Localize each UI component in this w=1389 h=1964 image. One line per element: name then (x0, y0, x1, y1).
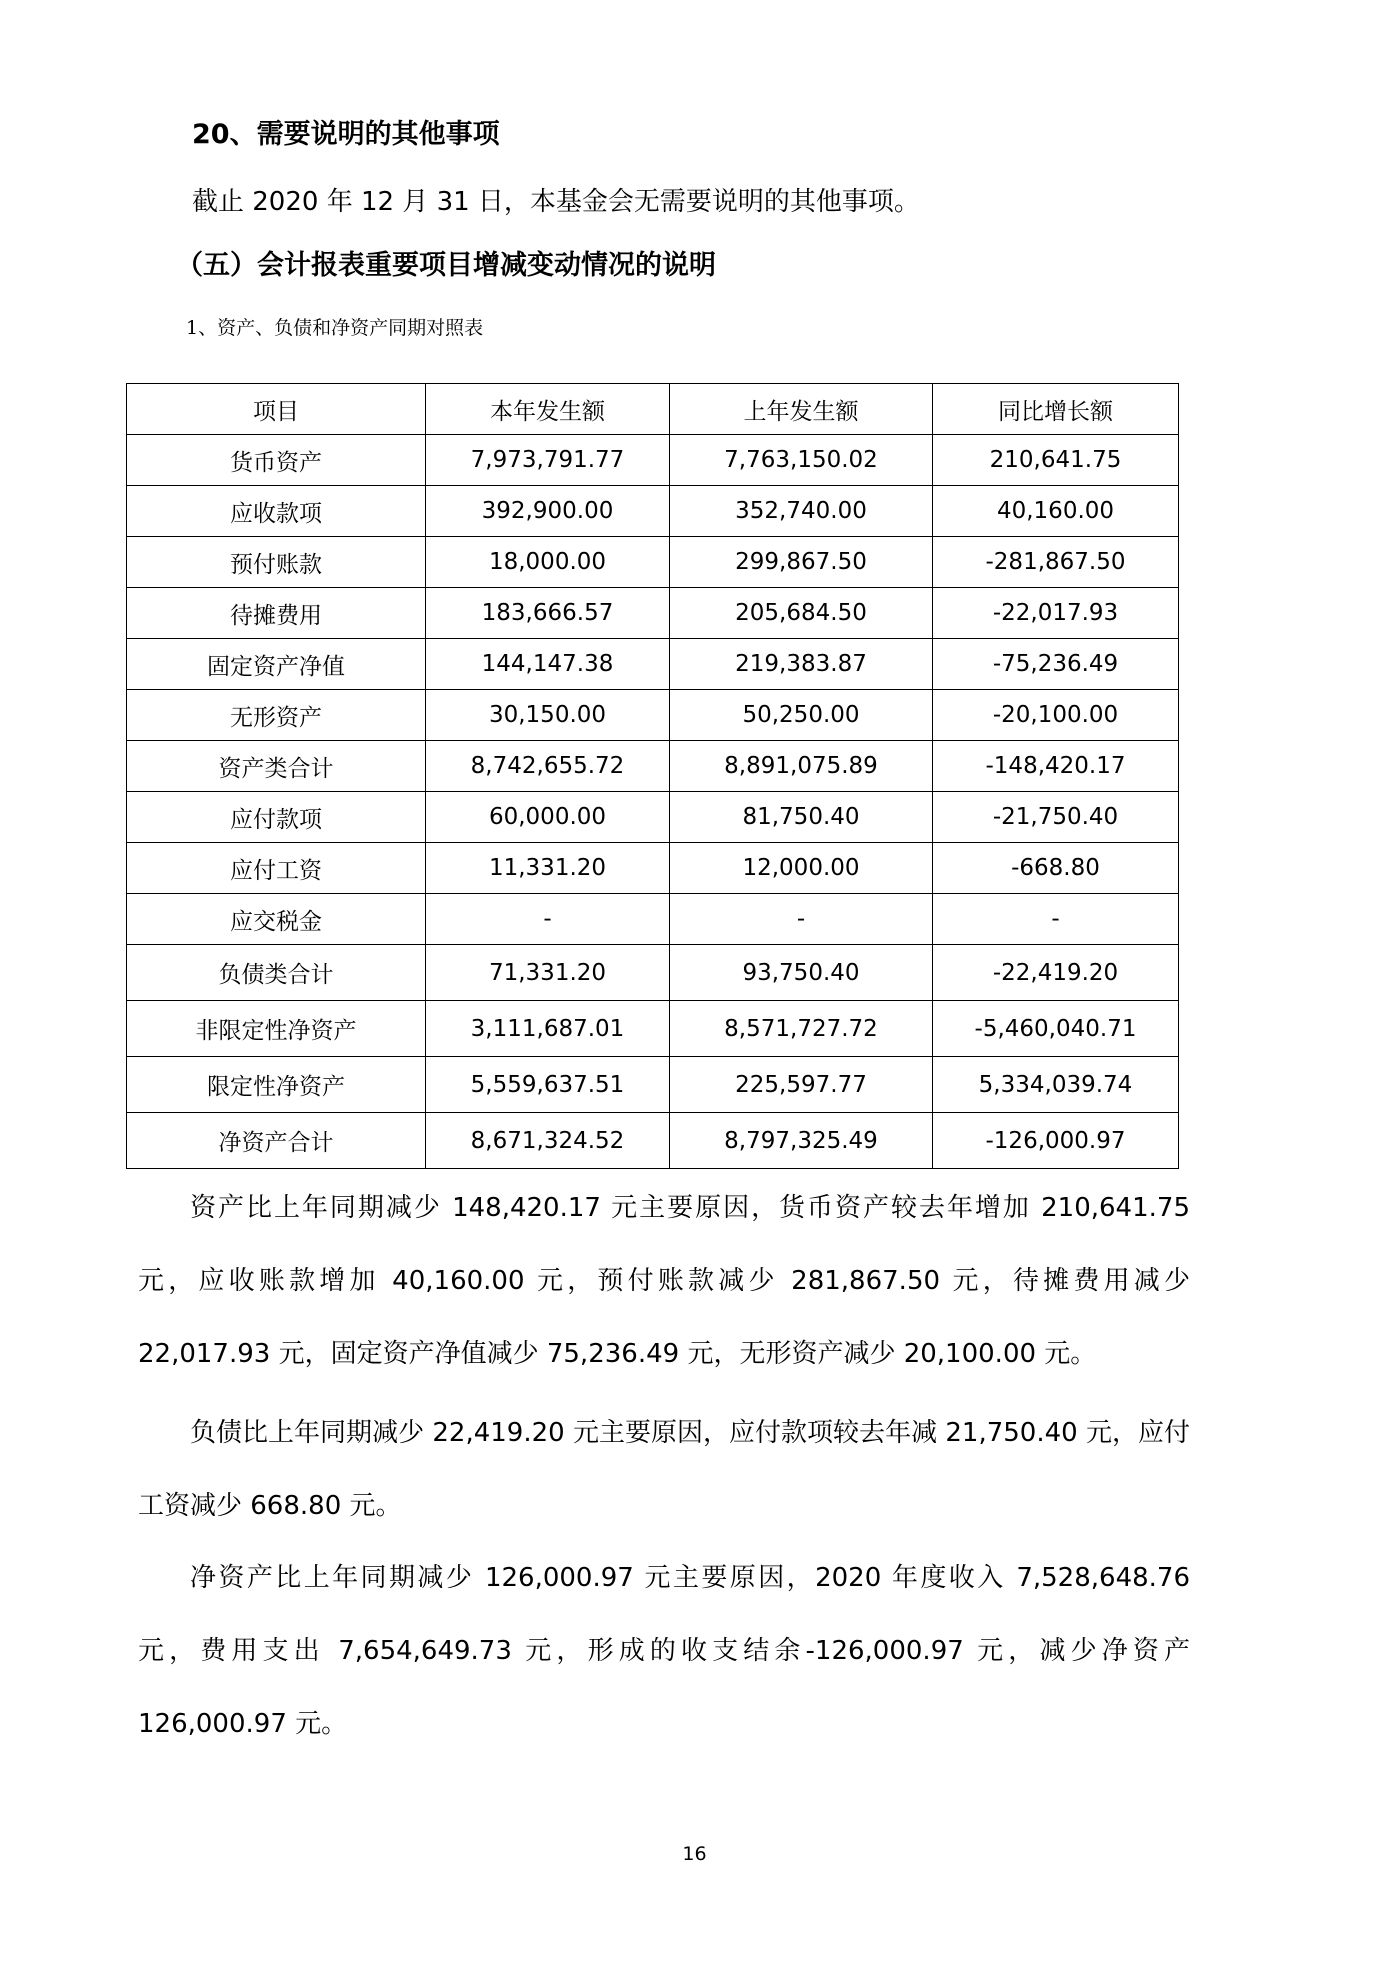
cell-prior-year: 8,797,325.49 (670, 1113, 933, 1169)
cell-item: 资产类合计 (127, 741, 426, 792)
cell-change: -281,867.50 (933, 537, 1179, 588)
cell-prior-year: 50,250.00 (670, 690, 933, 741)
table-row (127, 945, 1179, 1001)
cell-current-year: 8,742,655.72 (426, 741, 670, 792)
table-row (127, 792, 1179, 843)
cell-current-year: 144,147.38 (426, 639, 670, 690)
cell-change: 5,334,039.74 (933, 1057, 1179, 1113)
cell-item: 货币资产 (127, 435, 426, 486)
cell-change: -126,000.97 (933, 1113, 1179, 1169)
cell-current-year: - (426, 894, 670, 945)
cell-current-year: 60,000.00 (426, 792, 670, 843)
table-row (127, 639, 1179, 690)
cell-item: 限定性净资产 (127, 1057, 426, 1113)
cell-item: 应交税金 (127, 894, 426, 945)
cell-prior-year: 205,684.50 (670, 588, 933, 639)
cell-change: -5,460,040.71 (933, 1001, 1179, 1057)
cell-item: 无形资产 (127, 690, 426, 741)
cell-current-year: 11,331.20 (426, 843, 670, 894)
cell-change: 40,160.00 (933, 486, 1179, 537)
cell-change: -22,419.20 (933, 945, 1179, 1001)
cell-change: -22,017.93 (933, 588, 1179, 639)
cell-prior-year: 219,383.87 (670, 639, 933, 690)
cell-item: 预付账款 (127, 537, 426, 588)
table-row (127, 537, 1179, 588)
table-row (127, 894, 1179, 945)
cell-current-year: 3,111,687.01 (426, 1001, 670, 1057)
cell-change: -20,100.00 (933, 690, 1179, 741)
table-row (127, 588, 1179, 639)
cell-item: 非限定性净资产 (127, 1001, 426, 1057)
cell-current-year: 7,973,791.77 (426, 435, 670, 486)
cell-change: -148,420.17 (933, 741, 1179, 792)
cell-prior-year: 93,750.40 (670, 945, 933, 1001)
table-row (127, 741, 1179, 792)
table-row (127, 690, 1179, 741)
page-number: 16 (682, 1843, 707, 1865)
cell-prior-year: 299,867.50 (670, 537, 933, 588)
cell-prior-year: 352,740.00 (670, 486, 933, 537)
cell-change: -75,236.49 (933, 639, 1179, 690)
comparison-table-body (127, 384, 1179, 1169)
cell-prior-year: 225,597.77 (670, 1057, 933, 1113)
section-5-heading: （五）会计报表重要项目增减变动情况的说明 (176, 250, 716, 281)
table-caption: 1、资产、负债和净资产同期对照表 (186, 317, 484, 339)
cell-change: -668.80 (933, 843, 1179, 894)
cell-prior-year: 7,763,150.02 (670, 435, 933, 486)
table-row (127, 435, 1179, 486)
cell-current-year: 30,150.00 (426, 690, 670, 741)
cell-change: -21,750.40 (933, 792, 1179, 843)
section-20-text: 截止 2020 年 12 月 31 日，本基金会无需要说明的其他事项。 (192, 187, 920, 217)
section-20-heading: 20、需要说明的其他事项 (192, 119, 500, 150)
cell-prior-year: - (670, 894, 933, 945)
cell-item: 负债类合计 (127, 945, 426, 1001)
comparison-table (126, 383, 1179, 1169)
cell-change: - (933, 894, 1179, 945)
cell-item: 应付款项 (127, 792, 426, 843)
cell-item: 应收款项 (127, 486, 426, 537)
cell-current-year: 183,666.57 (426, 588, 670, 639)
table-row (127, 843, 1179, 894)
cell-prior-year: 81,750.40 (670, 792, 933, 843)
cell-current-year: 8,671,324.52 (426, 1113, 670, 1169)
table-row (127, 486, 1179, 537)
cell-current-year: 392,900.00 (426, 486, 670, 537)
cell-current-year: 71,331.20 (426, 945, 670, 1001)
cell-current-year: 18,000.00 (426, 537, 670, 588)
table-row (127, 1057, 1179, 1113)
table-header-row (127, 384, 1179, 435)
header-prior-year: 上年发生额 (670, 384, 933, 435)
cell-item: 固定资产净值 (127, 639, 426, 690)
assets-explanation: 资产比上年同期减少 148,420.17 元主要原因，货币资产较去年增加 210,641.75 元，应收账款增加 40,160.00 元，预付账款减少 281,867.50 元，待摊费用减少 22,017.93 元，固定资产净值减少 75,236.49 元，无形资产减少 20,100.00 元。 (138, 1193, 1190, 1369)
liabilities-explanation: 负债比上年同期减少 22,419.20 元主要原因，应付款项较去年减 21,750.40 元，应付工资减少 668.80 元。 (138, 1418, 1190, 1521)
header-change: 同比增长额 (933, 384, 1179, 435)
cell-item: 应付工资 (127, 843, 426, 894)
cell-prior-year: 8,891,075.89 (670, 741, 933, 792)
cell-change: 210,641.75 (933, 435, 1179, 486)
table-row (127, 1001, 1179, 1057)
header-current-year: 本年发生额 (426, 384, 670, 435)
header-item: 项目 (127, 384, 426, 435)
cell-item: 净资产合计 (127, 1113, 426, 1169)
cell-item: 待摊费用 (127, 588, 426, 639)
table-row (127, 1113, 1179, 1169)
cell-prior-year: 8,571,727.72 (670, 1001, 933, 1057)
net-assets-explanation: 净资产比上年同期减少 126,000.97 元主要原因，2020 年度收入 7,528,648.76 元，费用支出 7,654,649.73 元，形成的收支结余-126,000.97 元，减少净资产 126,000.97 元。 (138, 1563, 1190, 1739)
cell-current-year: 5,559,637.51 (426, 1057, 670, 1113)
cell-prior-year: 12,000.00 (670, 843, 933, 894)
